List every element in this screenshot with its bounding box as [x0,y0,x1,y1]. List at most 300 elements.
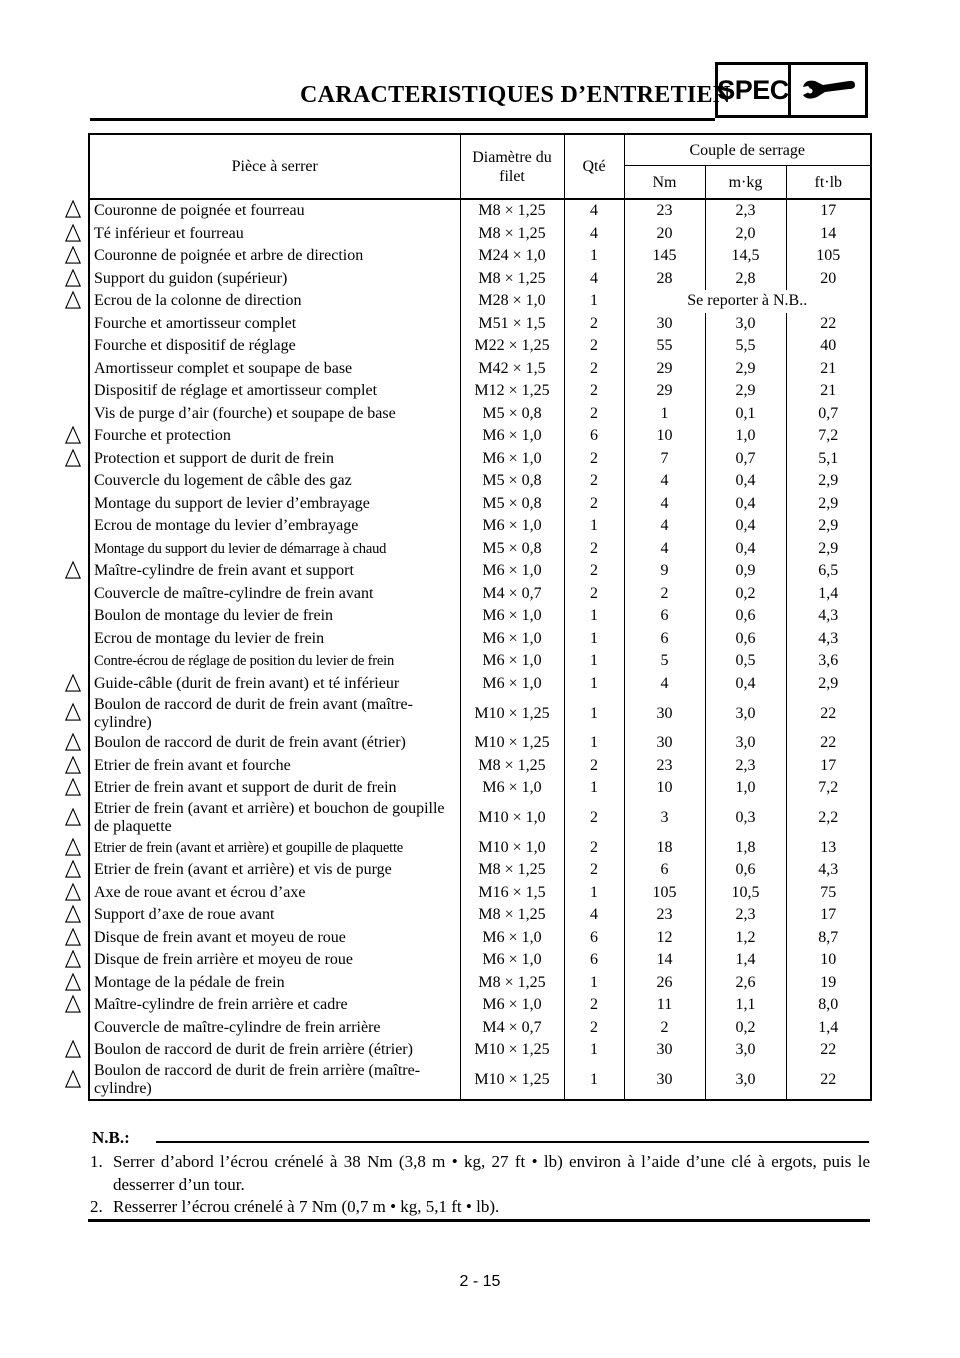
part-name: Maître-cylindre de frein avant et support [89,560,460,583]
torque-nm: 4 [624,470,705,493]
quantity: 6 [564,425,624,448]
torque-nm: 30 [624,1062,705,1100]
torque-ftlb: 7,2 [786,777,871,800]
part-name: Vis de purge d’air (fourche) et soupape de base [89,403,460,426]
triangle-marker-icon [64,561,82,579]
torque-nm: 12 [624,927,705,950]
thread-size: M5 × 0,8 [460,538,564,561]
table-row [89,358,871,381]
torque-mkg: 2,3 [705,904,786,927]
torque-mkg: 2,6 [705,972,786,995]
quantity: 2 [564,583,624,606]
thread-size: M6 × 1,0 [460,605,564,628]
thread-size: M24 × 1,0 [460,245,564,268]
thread-size: M5 × 0,8 [460,493,564,516]
quantity: 1 [564,777,624,800]
thread-size: M8 × 1,25 [460,268,564,291]
note-list [88,1151,870,1219]
torque-mkg: 14,5 [705,245,786,268]
torque-ftlb: 2,9 [786,515,871,538]
table-row [89,732,871,755]
quantity: 2 [564,470,624,493]
torque-ftlb: 2,9 [786,538,871,561]
spec-badge: SPEC [715,62,791,118]
table-row [89,380,871,403]
part-name: Couvercle du logement de câble des gaz [89,470,460,493]
torque-ftlb: 21 [786,358,871,381]
quantity: 1 [564,882,624,905]
torque-nm: 3 [624,800,705,837]
note-rule [156,1141,869,1143]
part-name: Montage du support du levier de démarrage à chaud [89,538,460,561]
torque-ftlb: 22 [786,1062,871,1100]
quantity: 2 [564,403,624,426]
thread-size: M6 × 1,0 [460,673,564,696]
torque-mkg: 2,9 [705,380,786,403]
torque-nm: 1 [624,403,705,426]
table-row [89,335,871,358]
table-row [89,949,871,972]
torque-nm: 20 [624,223,705,246]
torque-ftlb: 8,7 [786,927,871,950]
triangle-marker-icon [64,269,82,287]
part-name: Fourche et protection [89,425,460,448]
torque-mkg: 3,0 [705,313,786,336]
quantity: 2 [564,800,624,837]
page-title: CARACTERISTIQUES D’ENTRETIEN [300,82,731,108]
part-name: Etrier de frein (avant et arrière) et vis de purge [89,859,460,882]
thread-size: M6 × 1,0 [460,927,564,950]
torque-mkg: 3,0 [705,732,786,755]
header-diametre: Diamètre du filet [460,134,564,199]
torque-ftlb: 22 [786,732,871,755]
torque-mkg: 0,6 [705,605,786,628]
torque-ftlb: 2,9 [786,673,871,696]
torque-ftlb: 17 [786,199,871,223]
torque-nm: 30 [624,732,705,755]
thread-size: M51 × 1,5 [460,313,564,336]
torque-nm: 6 [624,859,705,882]
thread-size: M6 × 1,0 [460,949,564,972]
part-name: Disque de frein avant et moyeu de roue [89,927,460,950]
thread-size: M6 × 1,0 [460,777,564,800]
table-row [89,493,871,516]
triangle-marker-icon [64,733,82,751]
thread-size: M8 × 1,25 [460,199,564,223]
triangle-marker-icon [64,449,82,467]
torque-mkg: 1,0 [705,425,786,448]
torque-ftlb: 10 [786,949,871,972]
header-nm: Nm [624,166,705,200]
torque-mkg: 3,0 [705,1039,786,1062]
torque-nm: 29 [624,358,705,381]
torque-nm: 14 [624,949,705,972]
torque-ftlb: 1,4 [786,1017,871,1040]
table-row [89,425,871,448]
torque-nm: 23 [624,199,705,223]
part-name: Boulon de raccord de durit de frein arrière (étrier) [89,1039,460,1062]
part-name: Support d’axe de roue avant [89,904,460,927]
triangle-marker-icon [64,703,82,721]
part-name: Couvercle de maître-cylindre de frein avant [89,583,460,606]
table-row [89,673,871,696]
note-item-number: 1. [90,1152,103,1171]
thread-size: M6 × 1,0 [460,425,564,448]
torque-ftlb: 2,9 [786,493,871,516]
quantity: 4 [564,199,624,223]
torque-mkg: 0,7 [705,448,786,471]
torque-ftlb: 2,2 [786,800,871,837]
torque-nm: 4 [624,673,705,696]
part-name: Disque de frein arrière et moyeu de roue [89,949,460,972]
part-name: Boulon de montage du levier de frein [89,605,460,628]
header-mkg: m·kg [705,166,786,200]
note-label: N.B.: [92,1128,130,1147]
torque-nm: 30 [624,695,705,732]
torque-ftlb: 4,3 [786,628,871,651]
torque-nm: 29 [624,380,705,403]
table-row [89,313,871,336]
thread-size: M8 × 1,25 [460,755,564,778]
table-row [89,403,871,426]
quantity: 1 [564,245,624,268]
thread-size: M10 × 1,25 [460,732,564,755]
torque-nm: 26 [624,972,705,995]
note-item-text: Serrer d’abord l’écrou crénelé à 38 Nm (3,8 m • kg, 27 ft • lb) environ à l’aide d’une clé à ergots, puis le desserrer d’un tour. [113,1152,870,1194]
header-qte: Qté [564,134,624,199]
torque-mkg: 0,4 [705,673,786,696]
torque-mkg: 0,4 [705,470,786,493]
table-row [89,605,871,628]
part-name: Etrier de frein avant et fourche [89,755,460,778]
thread-size: M8 × 1,25 [460,223,564,246]
torque-mkg: 0,3 [705,800,786,837]
triangle-marker-icon [64,950,82,968]
thread-size: M16 × 1,5 [460,882,564,905]
thread-size: M6 × 1,0 [460,628,564,651]
torque-mkg: 2,3 [705,199,786,223]
quantity: 2 [564,859,624,882]
torque-ftlb: 13 [786,837,871,860]
torque-nm: 30 [624,313,705,336]
triangle-marker-icon [64,1070,82,1088]
quantity: 2 [564,994,624,1017]
part-name: Etrier de frein avant et support de durit de frein [89,777,460,800]
header-couple: Couple de serrage [624,134,871,166]
table-row [89,882,871,905]
table-row [89,777,871,800]
torque-mkg: 5,5 [705,335,786,358]
part-name: Ecrou de montage du levier d’embrayage [89,515,460,538]
torque-nm: 2 [624,583,705,606]
torque-ftlb: 40 [786,335,871,358]
wrench-icon [799,75,857,105]
torque-ftlb: 14 [786,223,871,246]
table-row [89,448,871,471]
table-row [89,755,871,778]
torque-nm: 7 [624,448,705,471]
quantity: 1 [564,650,624,673]
torque-ftlb: 105 [786,245,871,268]
part-name: Maître-cylindre de frein arrière et cadre [89,994,460,1017]
table-row [89,583,871,606]
part-name: Ecrou de montage du levier de frein [89,628,460,651]
part-name: Fourche et amortisseur complet [89,313,460,336]
torque-mkg: 0,9 [705,560,786,583]
table-row [89,859,871,882]
torque-nm: 5 [624,650,705,673]
torque-nm: 105 [624,882,705,905]
thread-size: M6 × 1,0 [460,448,564,471]
torque-ftlb: 4,3 [786,605,871,628]
quantity: 1 [564,628,624,651]
triangle-marker-icon [64,674,82,692]
part-name: Té inférieur et fourreau [89,223,460,246]
torque-ftlb: 17 [786,904,871,927]
table-row [89,994,871,1017]
torque-mkg: 0,5 [705,650,786,673]
quantity: 2 [564,358,624,381]
torque-mkg: 1,8 [705,837,786,860]
part-name: Couvercle de maître-cylindre de frein arrière [89,1017,460,1040]
torque-ftlb: 1,4 [786,583,871,606]
part-name: Support du guidon (supérieur) [89,268,460,291]
thread-size: M10 × 1,25 [460,1062,564,1100]
torque-mkg: 0,6 [705,859,786,882]
torque-ftlb: 21 [786,380,871,403]
torque-nm: 4 [624,538,705,561]
thread-size: M42 × 1,5 [460,358,564,381]
quantity: 2 [564,380,624,403]
thread-size: M10 × 1,0 [460,837,564,860]
part-name: Boulon de raccord de durit de frein avant (maître-cylindre) [89,695,460,732]
table-row [89,268,871,291]
torque-nm: 10 [624,425,705,448]
quantity: 2 [564,335,624,358]
torque-mkg: 0,4 [705,493,786,516]
thread-size: M22 × 1,25 [460,335,564,358]
thread-size: M12 × 1,25 [460,380,564,403]
header-ftlb: ft·lb [786,166,871,200]
thread-size: M28 × 1,0 [460,290,564,313]
table-row [89,223,871,246]
thread-size: M8 × 1,25 [460,859,564,882]
torque-nm: 28 [624,268,705,291]
torque-nm: 23 [624,755,705,778]
triangle-marker-icon [64,808,82,826]
torque-ftlb: 22 [786,313,871,336]
quantity: 1 [564,972,624,995]
quantity: 2 [564,313,624,336]
quantity: 4 [564,223,624,246]
part-name: Ecrou de la colonne de direction [89,290,460,313]
torque-ftlb: 22 [786,1039,871,1062]
note-item [88,1151,870,1196]
triangle-marker-icon [64,291,82,309]
note-item-text: Resserrer l’écrou crénelé à 7 Nm (0,7 m • kg, 5,1 ft • lb). [113,1197,500,1216]
torque-nm: 4 [624,515,705,538]
torque-mkg: 0,2 [705,1017,786,1040]
part-name: Contre-écrou de réglage de position du levier de frein [89,650,460,673]
quantity: 1 [564,732,624,755]
part-name: Axe de roue avant et écrou d’axe [89,882,460,905]
torque-mkg: 1,0 [705,777,786,800]
part-name: Etrier de frein (avant et arrière) et goupille de plaquette [89,837,460,860]
quantity: 1 [564,515,624,538]
table-row [89,245,871,268]
torque-nm: 6 [624,628,705,651]
part-name: Couronne de poignée et fourreau [89,199,460,223]
thread-size: M5 × 0,8 [460,470,564,493]
quantity: 1 [564,673,624,696]
torque-nm: 4 [624,493,705,516]
part-name: Amortisseur complet et soupape de base [89,358,460,381]
thread-size: M6 × 1,0 [460,650,564,673]
triangle-marker-icon [64,838,82,856]
triangle-marker-icon [64,426,82,444]
torque-mkg: 0,4 [705,538,786,561]
quantity: 1 [564,695,624,732]
table-row [89,904,871,927]
triangle-marker-icon [64,224,82,242]
torque-table [88,133,872,1101]
thread-size: M6 × 1,0 [460,515,564,538]
torque-nm: 10 [624,777,705,800]
torque-ftlb: 6,5 [786,560,871,583]
quantity: 2 [564,538,624,561]
torque-ftlb: 0,7 [786,403,871,426]
table-row [89,515,871,538]
part-name: Montage de la pédale de frein [89,972,460,995]
quantity: 4 [564,268,624,291]
torque-ftlb: 75 [786,882,871,905]
quantity: 2 [564,837,624,860]
triangle-marker-icon [64,1040,82,1058]
torque-mkg: 1,1 [705,994,786,1017]
quantity: 1 [564,1039,624,1062]
thread-size: M10 × 1,25 [460,695,564,732]
table-row [89,650,871,673]
quantity: 6 [564,949,624,972]
table-row [89,927,871,950]
table-row [89,800,871,837]
note-item [88,1196,870,1219]
part-name: Guide-câble (durit de frein avant) et té inférieur [89,673,460,696]
torque-nm: 9 [624,560,705,583]
torque-nm: 11 [624,994,705,1017]
table-row [89,470,871,493]
torque-mkg: 10,5 [705,882,786,905]
note-bottom-rule [88,1219,870,1222]
thread-size: M6 × 1,0 [460,560,564,583]
triangle-marker-icon [64,995,82,1013]
torque-nm: 18 [624,837,705,860]
table-row [89,695,871,732]
triangle-marker-icon [64,246,82,264]
table-row [89,972,871,995]
quantity: 2 [564,1017,624,1040]
quantity: 2 [564,560,624,583]
part-name: Boulon de raccord de durit de frein arrière (maître-cylindre) [89,1062,460,1100]
table-row [89,628,871,651]
torque-mkg: 3,0 [705,1062,786,1100]
thread-size: M8 × 1,25 [460,904,564,927]
thread-size: M4 × 0,7 [460,1017,564,1040]
quantity: 4 [564,904,624,927]
thread-size: M10 × 1,25 [460,1039,564,1062]
table-row [89,199,871,223]
torque-ftlb: 8,0 [786,994,871,1017]
torque-ftlb: 22 [786,695,871,732]
quantity: 6 [564,927,624,950]
torque-mkg: 0,2 [705,583,786,606]
table-row [89,560,871,583]
torque-mkg: 1,2 [705,927,786,950]
thread-size: M5 × 0,8 [460,403,564,426]
torque-nm: 6 [624,605,705,628]
torque-ftlb: 5,1 [786,448,871,471]
triangle-marker-icon [64,928,82,946]
torque-ftlb: 20 [786,268,871,291]
torque-ftlb: 7,2 [786,425,871,448]
table-row [89,290,871,313]
triangle-marker-icon [64,200,82,218]
thread-size: M10 × 1,0 [460,800,564,837]
torque-nm: 55 [624,335,705,358]
torque-mkg: 3,0 [705,695,786,732]
torque-mkg: 2,3 [705,755,786,778]
part-name: Dispositif de réglage et amortisseur complet [89,380,460,403]
torque-reference: Se reporter à N.B.. [624,290,871,313]
torque-mkg: 0,1 [705,403,786,426]
torque-nm: 145 [624,245,705,268]
triangle-marker-icon [64,860,82,878]
quantity: 1 [564,605,624,628]
part-name: Protection et support de durit de frein [89,448,460,471]
quantity: 2 [564,448,624,471]
table-row [89,1039,871,1062]
torque-mkg: 0,4 [705,515,786,538]
quantity: 1 [564,290,624,313]
torque-ftlb: 19 [786,972,871,995]
note-item-number: 2. [90,1197,103,1216]
table-row [89,837,871,860]
part-name: Boulon de raccord de durit de frein avant (étrier) [89,732,460,755]
part-name: Fourche et dispositif de réglage [89,335,460,358]
part-name: Montage du support de levier d’embrayage [89,493,460,516]
torque-mkg: 2,0 [705,223,786,246]
table-row [89,1062,871,1100]
triangle-marker-icon [64,905,82,923]
thread-size: M6 × 1,0 [460,994,564,1017]
thread-size: M8 × 1,25 [460,972,564,995]
torque-nm: 23 [624,904,705,927]
table-row [89,538,871,561]
torque-ftlb: 17 [786,755,871,778]
quantity: 2 [564,755,624,778]
torque-mkg: 2,8 [705,268,786,291]
triangle-marker-icon [64,778,82,796]
torque-nm: 2 [624,1017,705,1040]
triangle-marker-icon [64,756,82,774]
part-name: Couronne de poignée et arbre de direction [89,245,460,268]
table-row [89,1017,871,1040]
torque-mkg: 0,6 [705,628,786,651]
header-piece: Pièce à serrer [89,134,460,199]
torque-nm: 30 [624,1039,705,1062]
triangle-marker-icon [64,883,82,901]
title-rule [90,118,715,121]
